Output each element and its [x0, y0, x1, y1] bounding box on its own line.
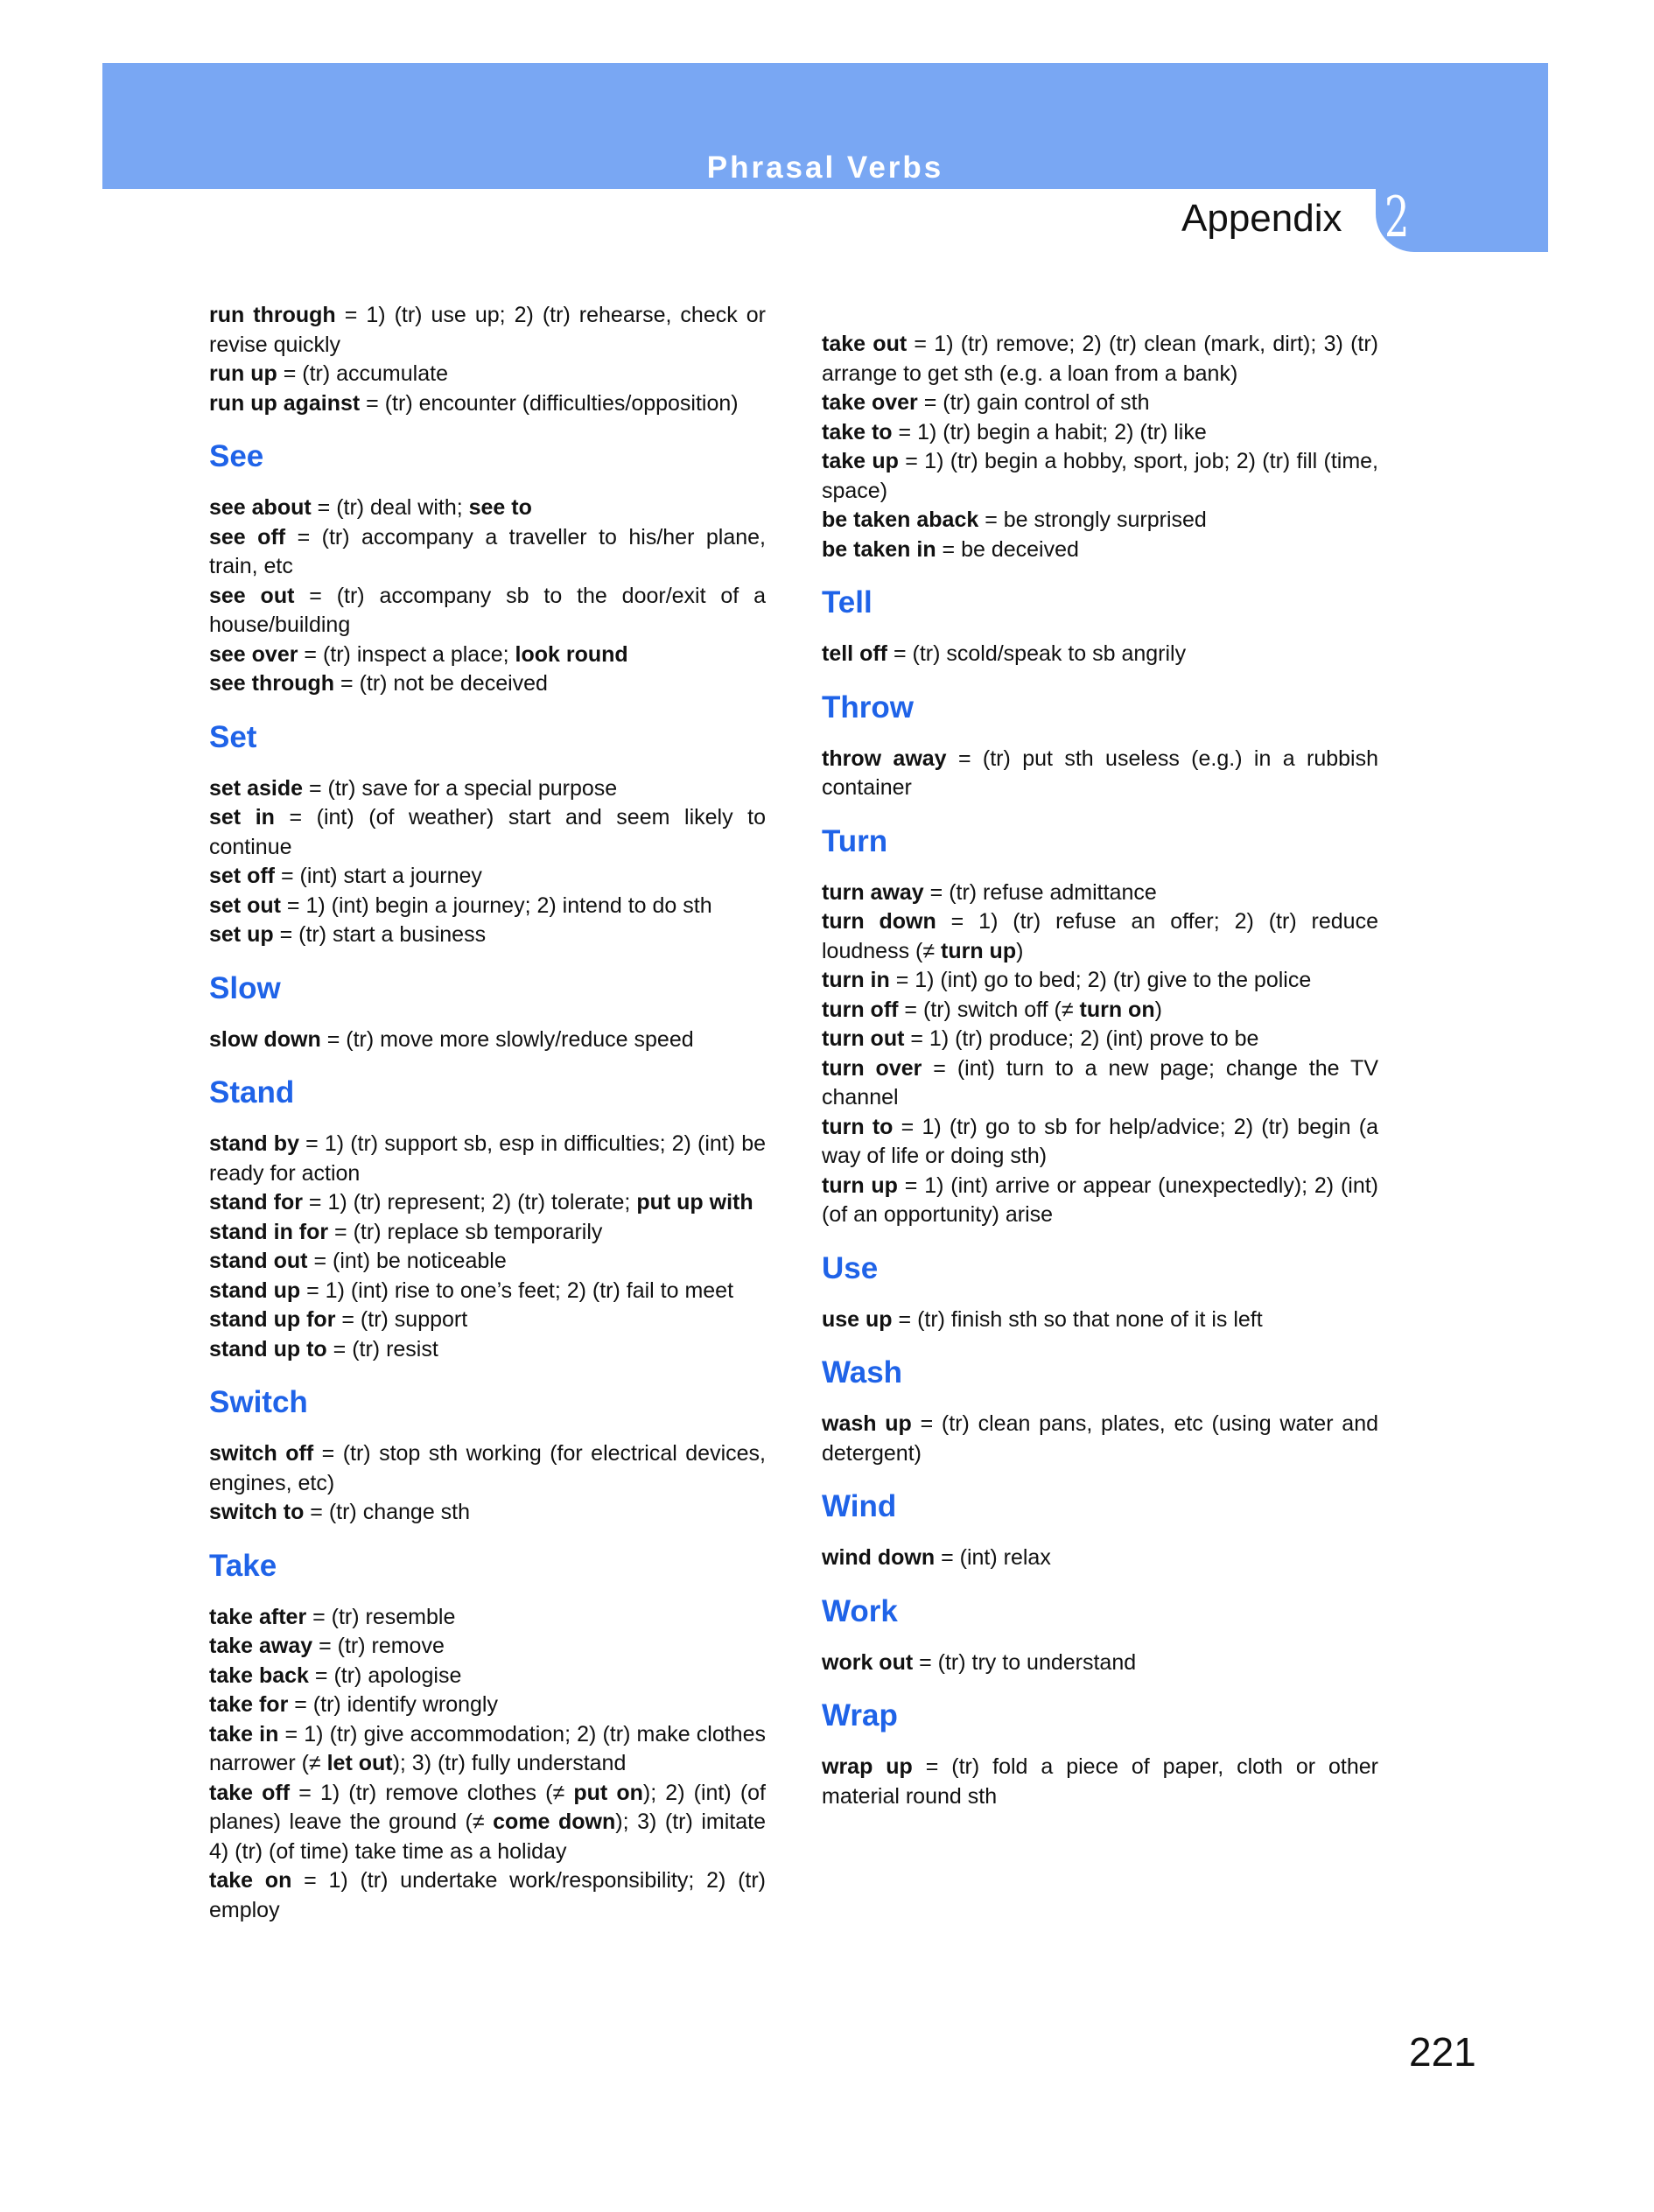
dictionary-entry — [209, 1306, 766, 1335]
entry-term: set out — [209, 892, 281, 918]
dictionary-entry — [209, 494, 766, 523]
dictionary-entry — [822, 1410, 1378, 1468]
section-heading: Take — [209, 1548, 277, 1583]
dictionary-entry — [209, 1439, 766, 1498]
entry-term: turn in — [822, 968, 890, 992]
entry-term: take for — [209, 1692, 295, 1717]
entry-definition: = 1) (tr) refuse an offer; 2) (tr) reduce loudness (≠ — [822, 909, 1378, 963]
entry-definition-cont: ); 3) (tr) imitate 4) (tr) (of time) take time as a holiday — [209, 1810, 766, 1864]
entry-term: take off — [209, 1780, 291, 1805]
dictionary-entry — [209, 1130, 766, 1188]
entry-definition: = be deceived — [936, 536, 1079, 562]
section-heading: Wind — [822, 1489, 897, 1523]
dictionary-entry — [209, 582, 766, 640]
dictionary-entry — [209, 1026, 766, 1055]
entry-definition: = (tr) support — [335, 1307, 468, 1332]
dictionary-entry — [822, 1306, 1378, 1335]
dictionary-entry — [822, 745, 1378, 803]
entry-term: set aside — [209, 775, 304, 801]
entry-term: stand up for — [209, 1307, 336, 1332]
dictionary-entry — [209, 360, 766, 389]
section-heading: Work — [822, 1593, 898, 1628]
dictionary-entry — [209, 1690, 766, 1720]
entry-term: switch to — [209, 1500, 305, 1524]
entry-definition: = (tr) scold/speak to sb angrily — [887, 641, 1187, 666]
entry-definition: = (tr) clean pans, plates, etc (using water and detergent) — [822, 1411, 1378, 1466]
entry-definition: = (int) relax — [935, 1545, 1051, 1570]
appendix-label: Appendix — [1181, 197, 1342, 240]
entry-term: set off — [209, 864, 275, 888]
entry-definition: = 1) (tr) use up; 2) (tr) rehearse, check or revise quickly — [209, 303, 766, 357]
entry-definition: = (tr) change sth — [304, 1500, 471, 1524]
entry-definition: = (int) turn to a new page; change the TV channel — [822, 1055, 1378, 1110]
entry-definition: = 1) (tr) give accommodation; 2) (tr) make clothes narrower (≠ — [209, 1721, 766, 1775]
dictionary-entry — [209, 1720, 766, 1779]
entry-definition-cont: ) — [1016, 938, 1024, 963]
dictionary-entry — [822, 966, 1378, 996]
entry-related-term: turn on — [1079, 997, 1155, 1022]
entry-term: take back — [209, 1662, 309, 1688]
entry-term: tell off — [822, 641, 887, 666]
dictionary-entry — [822, 330, 1378, 388]
entry-term: see through — [209, 671, 335, 696]
dictionary-entry — [209, 669, 766, 699]
entry-term: switch off — [209, 1441, 314, 1466]
entry-definition: = be strongly surprised — [978, 508, 1207, 532]
entry-definition-cont: ); 3) (tr) fully understand — [392, 1751, 627, 1775]
entry-definition: = (tr) encounter (difficulties/opposition) — [360, 390, 739, 416]
dictionary-entry — [822, 996, 1378, 1026]
entry-definition-cont: ) — [1154, 997, 1162, 1022]
entry-definition-cont: ); 2) (int) (of planes) leave the ground (≠ — [209, 1780, 766, 1834]
dictionary-entry — [822, 1753, 1378, 1811]
entry-definition: = (tr) not be deceived — [334, 671, 548, 696]
entry-term: wrap up — [822, 1754, 913, 1779]
dictionary-entry — [822, 1544, 1378, 1573]
dictionary-entry — [209, 1247, 766, 1277]
entry-term: slow down — [209, 1026, 321, 1052]
entry-definition: = (tr) accompany sb to the door/exit of a house/building — [209, 583, 766, 637]
entry-definition: = (tr) replace sb temporarily — [328, 1219, 603, 1244]
dictionary-entry — [209, 1779, 766, 1867]
section-heading: Switch — [209, 1385, 308, 1419]
entry-term: work out — [822, 1649, 914, 1675]
entry-term: see about — [209, 495, 312, 520]
entry-definition: = (tr) switch off (≠ — [898, 997, 1080, 1022]
entry-term: throw away — [822, 746, 947, 771]
entry-definition: = (tr) put sth useless (e.g.) in a rubbish container — [822, 746, 1378, 800]
entry-definition: = (tr) accompany a traveller to his/her plane, train, etc — [209, 524, 766, 578]
section-heading: Stand — [209, 1075, 295, 1110]
entry-term: use up — [822, 1306, 893, 1332]
entry-definition: = (tr) save for a special purpose — [303, 775, 618, 801]
dictionary-entry — [209, 1277, 766, 1306]
entry-term: take on — [209, 1868, 292, 1893]
entry-definition: = (tr) try to understand — [913, 1649, 1137, 1675]
entry-term: stand up — [209, 1278, 301, 1303]
entry-term: turn up — [822, 1172, 898, 1198]
entry-term: turn away — [822, 879, 924, 905]
entry-term: take to — [822, 419, 893, 444]
dictionary-entry — [822, 536, 1378, 565]
dictionary-entry — [209, 1662, 766, 1691]
entry-definition: = 1) (int) rise to one’s feet; 2) (tr) fail to meet — [300, 1278, 734, 1303]
entry-term: take over — [822, 390, 918, 415]
entry-definition: = (tr) fold a piece of paper, cloth or other material round sth — [822, 1754, 1378, 1809]
entry-definition: = (tr) finish sth so that none of it is left — [892, 1306, 1263, 1332]
dictionary-entry — [822, 388, 1378, 418]
entry-definition: = 1) (int) arrive or appear (unexpectedly); 2) (int) (of an opportunity) arise — [822, 1172, 1379, 1227]
entry-term: wind down — [822, 1545, 936, 1570]
dictionary-entry — [822, 1648, 1378, 1678]
dictionary-entry — [209, 1218, 766, 1248]
entry-term: see over — [209, 641, 298, 667]
entry-definition: = 1) (tr) go to sb for help/advice; 2) (tr) begin (a way of life or doing sth) — [822, 1114, 1379, 1168]
entry-definition: = (tr) accumulate — [277, 361, 448, 386]
appendix-number: 2 — [1384, 186, 1410, 250]
entry-related-term: see to — [468, 495, 532, 520]
entry-definition: = 1) (tr) remove clothes (≠ — [290, 1780, 574, 1805]
dictionary-entry — [209, 862, 766, 892]
section-heading: Slow — [209, 970, 281, 1005]
entry-term: set up — [209, 922, 274, 947]
entry-term: take after — [209, 1604, 307, 1629]
entry-term: stand up to — [209, 1336, 327, 1362]
section-heading: Turn — [822, 823, 888, 858]
dictionary-entry — [209, 1188, 766, 1218]
section-heading: Set — [209, 719, 257, 754]
entry-term: be taken in — [822, 536, 936, 562]
entry-related-term: come down — [493, 1810, 616, 1834]
entry-definition: = 1) (tr) remove; 2) (tr) clean (mark, dirt); 3) (tr) arrange to get sth (e.g. a loan from a bank) — [822, 332, 1378, 386]
section-heading: Tell — [822, 585, 873, 620]
entry-definition: = (int) (of weather) start and seem likely to continue — [209, 805, 766, 859]
entry-term: run through — [209, 303, 336, 327]
entry-definition: = (tr) resemble — [306, 1604, 456, 1629]
entry-definition: = 1) (tr) support sb, esp in difficulties; 2) (int) be ready for action — [209, 1131, 766, 1186]
section-heading: See — [209, 439, 264, 473]
entry-definition: = (tr) inspect a place; — [298, 641, 515, 667]
entry-related-term: put up with — [636, 1190, 753, 1214]
entry-definition: = (tr) start a business — [273, 922, 487, 947]
entry-definition: = (int) start a journey — [275, 864, 482, 888]
entry-definition: = (tr) move more slowly/reduce speed — [320, 1026, 694, 1052]
entry-related-term: look round — [515, 641, 628, 667]
section-heading: Use — [822, 1250, 879, 1285]
dictionary-entry — [209, 1632, 766, 1662]
dictionary-entry — [209, 1335, 766, 1365]
page-number: 221 — [1409, 2029, 1476, 2075]
entry-term: take away — [209, 1634, 313, 1658]
entry-term: stand for — [209, 1190, 303, 1214]
entry-term: see off — [209, 524, 286, 550]
dictionary-entry — [822, 1113, 1378, 1172]
section-heading: Wash — [822, 1355, 903, 1390]
entry-term: see out — [209, 583, 295, 608]
entry-definition: = (tr) gain control of sth — [917, 390, 1150, 415]
entry-term: stand in for — [209, 1219, 329, 1244]
entry-definition: = (tr) deal with; — [311, 495, 469, 520]
dictionary-entry — [209, 892, 766, 921]
header-banner — [102, 63, 1548, 189]
left-column — [209, 301, 766, 1925]
dictionary-entry — [822, 907, 1378, 966]
entry-definition: = (tr) stop sth working (for electrical devices, engines, etc) — [209, 1441, 766, 1495]
entry-term: turn off — [822, 997, 899, 1022]
entry-definition: = 1) (tr) undertake work/responsibility; 2) (tr) employ — [209, 1868, 766, 1922]
entry-related-term: turn up — [941, 938, 1017, 963]
section-heading: Throw — [822, 690, 914, 724]
entry-related-term: let out — [326, 1751, 393, 1775]
entry-term: be taken aback — [822, 508, 979, 532]
dictionary-entry — [209, 1866, 766, 1925]
right-column — [822, 330, 1378, 1811]
dictionary-entry — [209, 389, 766, 419]
dictionary-entry — [822, 447, 1378, 506]
entry-term: turn down — [822, 909, 936, 934]
entry-definition: = (tr) resist — [326, 1336, 438, 1362]
entry-definition: = 1) (tr) begin a habit; 2) (tr) like — [892, 419, 1207, 444]
dictionary-entry — [822, 1172, 1378, 1230]
dictionary-entry — [822, 640, 1378, 669]
dictionary-entry — [209, 1498, 766, 1528]
dictionary-entry — [822, 1054, 1378, 1113]
entry-term: take in — [209, 1721, 279, 1746]
entry-definition: = (tr) remove — [312, 1634, 445, 1658]
entry-definition: = (tr) identify wrongly — [294, 1692, 498, 1717]
entry-term: turn to — [822, 1114, 894, 1139]
entry-term: run up against — [209, 390, 361, 416]
entry-term: wash up — [822, 1411, 912, 1436]
entry-term: run up — [209, 361, 277, 386]
dictionary-entry — [822, 1025, 1378, 1054]
dictionary-entry — [822, 506, 1378, 536]
entry-definition: = 1) (int) go to bed; 2) (tr) give to the police — [889, 968, 1312, 992]
dictionary-entry — [209, 640, 766, 670]
entry-term: take out — [822, 332, 908, 356]
dictionary-entry — [209, 774, 766, 804]
entry-definition: = (tr) refuse admittance — [923, 879, 1157, 905]
dictionary-entry — [209, 803, 766, 862]
entry-term: stand by — [209, 1131, 299, 1156]
entry-definition: = (int) be noticeable — [307, 1249, 507, 1273]
entry-term: stand out — [209, 1249, 308, 1273]
dictionary-entry — [209, 301, 766, 360]
entry-definition: = 1) (tr) represent; 2) (tr) tolerate; — [302, 1190, 637, 1214]
banner-title: Phrasal Verbs — [706, 150, 944, 185]
entry-definition: = 1) (tr) produce; 2) (int) prove to be — [904, 1026, 1259, 1051]
section-heading: Wrap — [822, 1698, 898, 1732]
entry-term: turn out — [822, 1026, 905, 1051]
dictionary-entry — [209, 920, 766, 950]
dictionary-entry — [822, 418, 1378, 448]
entry-definition: = 1) (int) begin a journey; 2) intend to do sth — [280, 892, 712, 918]
entry-related-term: put on — [573, 1780, 643, 1805]
entry-term: turn over — [822, 1055, 922, 1081]
entry-term: set in — [209, 805, 275, 830]
entry-definition: = 1) (tr) begin a hobby, sport, job; 2) (tr) fill (time, space) — [822, 449, 1378, 503]
dictionary-entry — [209, 1603, 766, 1633]
entry-definition: = (tr) apologise — [308, 1662, 462, 1688]
entry-term: take up — [822, 449, 899, 473]
dictionary-entry — [209, 523, 766, 582]
dictionary-entry — [822, 878, 1378, 908]
